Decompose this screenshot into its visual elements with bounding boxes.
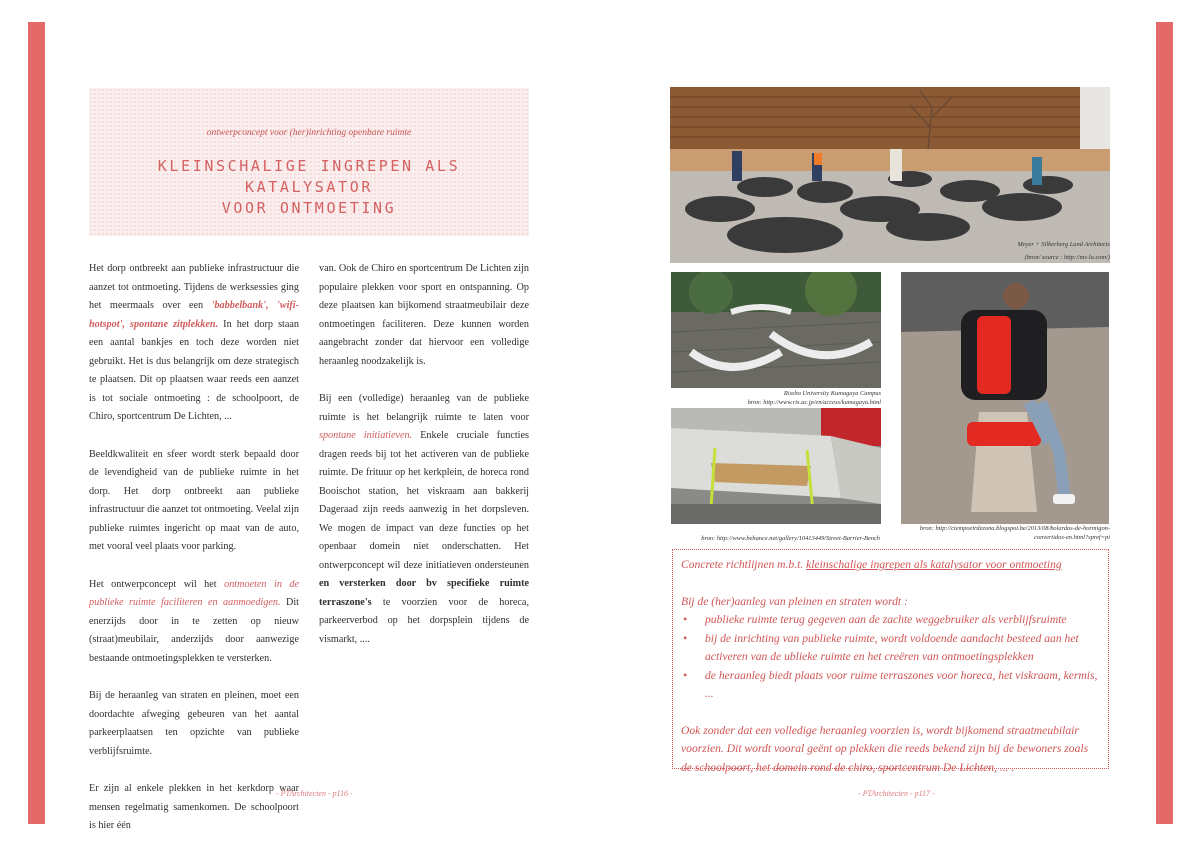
guidelines-outro: Ook zonder dat een volledige heraanleg voorzien is, wordt bijkomend straatmeubilair voorzien. Dit wordt vooral geënt op plekken die reeds bekend zijn bij de bewoners zoals de schoolpoort, het domein rond de chiro, sportcentrum De Lichten, ... . xyxy=(681,723,1089,774)
guidelines-title xyxy=(681,556,1098,575)
guidelines-title-prefix: Concrete richtlijnen m.b.t. xyxy=(681,558,807,571)
plaza-seating-photo xyxy=(670,87,1110,263)
caption-line: bron: http://www.ris.ac.jp/en/access/kumagaya.html xyxy=(747,399,881,406)
list-item: • publieke ruimte terug gegeven aan de zachte weggebruiker als verblijfsruimte xyxy=(681,611,1098,630)
right-accent-bar xyxy=(1156,22,1173,824)
highlight-text: 'babbelbank', 'wifi-hotspot', spontane zitplekken. xyxy=(89,300,300,330)
campus-bench-photo xyxy=(671,272,881,388)
title-kicker: ontwerpconcept voor (her)inrichting openbare ruimte xyxy=(206,128,412,138)
paragraph-text: In het dorp staan een aantal bankjes en toch deze worden niet gebruikt. Het is dus belangrijk om deze strategisch te plaatsen. Dit op plaatsen waar reeds een aanzet is tot sociale ontmoeting : de schoolpoort, de Chiro, sportcentrum De Lichten, ... xyxy=(89,318,300,422)
page-title xyxy=(89,156,529,219)
highlight-text: ontmoeten in de publieke ruimte faciliteren en aanmoedigen. xyxy=(89,578,299,608)
photo-caption-3: bron: http://www.behance.net/gallery/10413449/Street-Barrier-Bench xyxy=(701,535,880,542)
guidelines-box xyxy=(672,549,1109,774)
photo-caption-2 xyxy=(700,389,881,407)
photo-caption-4 xyxy=(870,524,1110,542)
paragraph xyxy=(89,576,299,669)
caption-line: convertidos-en.html?spref=pi xyxy=(1034,534,1110,541)
caption-line: Meyer + Silberberg Land Architects xyxy=(1017,241,1110,248)
barrier-bench-photo xyxy=(671,408,881,524)
paragraph: Er zijn al enkele plekken in het kerkdorp waar mensen regelmatig samenkomen. De schoolpoort is hier één xyxy=(89,783,299,831)
guidelines-list xyxy=(681,611,1098,704)
caption-line: bron: http://ciempoeirdezona.blogspot.be/2013/08/bolardos-de-hormigon- xyxy=(919,525,1110,532)
bollard-chair-illustration xyxy=(901,272,1109,524)
paragraph: Beeldkwaliteit en sfeer wordt sterk bepaald door de levendigheid van de publieke ruimte in het dorp. Het dorp ontbreekt aan publieke infrastructuur die aanzet tot ontmoeting. Veelal zijn publieke ruimtes ingericht op maat van de auto, met vooral veel plaats voor parking. xyxy=(89,448,299,552)
text-column-2 xyxy=(319,260,529,668)
list-item: • bij de inrichting van publieke ruimte, wordt voldoende aandacht besteed aan het activeren van de ublieke ruimte en het creëren van ontmoetingsplekken xyxy=(681,630,1098,667)
page-number-left: - PTArchitecten - p116 - xyxy=(276,789,353,798)
caption-line: Rissho University Kumagaya Campus xyxy=(783,390,881,397)
bold-text: en versterken door bv specifieke ruimte terraszone's xyxy=(319,578,529,608)
left-accent-bar xyxy=(28,22,45,824)
paragraph-text: Enkele cruciale functies dragen reeds bij tot het activeren van de publieke ruimte. De frituur op het kerkplein, de horeca rond Booischot station, het viskraam aan bakkerij Dageraad zijn reeds aanwezig in het dorpsleven. We mogen de impact van deze functies op het openbaar domein niet onderschatten. Het ontwerpconcept wil deze initiatieven ondersteunen xyxy=(319,430,529,571)
caption-line: (bron/ source : http://ms-la.com/) xyxy=(1024,254,1110,261)
guidelines-intro: Bij de (her)aanleg van pleinen en straten wordt : xyxy=(681,594,908,608)
text-column-1 xyxy=(89,260,299,855)
paragraph-text: Bij een (volledige) heraanleg van de publieke ruimte is het belangrijk ruimte te laten voor xyxy=(319,393,529,423)
list-item: • de heraanleg biedt plaats voor ruime terraszones voor horeca, het viskraam, kermis, ... xyxy=(681,667,1098,704)
page-title-line-2: VOOR ONTMOETING xyxy=(221,199,397,217)
paragraph-text: Het dorp ontbreekt aan publieke infrastructuur die aanzet tot ontmoeting. Tijdens de werksessies ging het meermaals over een xyxy=(89,263,299,311)
plaza-seating-illustration xyxy=(670,87,1110,263)
photo-caption-1 xyxy=(1000,240,1110,262)
highlight-text: spontane initiatieven. xyxy=(319,430,413,441)
paragraph-text: te voorzien voor de horeca, parkeerverbod op het dorpsplein tijdens de vismarkt, .... xyxy=(319,596,529,645)
paragraph xyxy=(319,390,529,649)
paragraph xyxy=(89,260,299,427)
title-block xyxy=(89,88,529,236)
paragraph: van. Ook de Chiro en sportcentrum De Lichten zijn populaire plekken voor sport en ontspanning. Op deze plaatsen kan bijkomend straatmeubilair deze ontmoetingen faciliteren. Deze kunnen worden aangebracht zonder dat hiervoor een volledige heraanleg noodzakelijk is. xyxy=(319,263,529,367)
page-title-line-1: KLEINSCHALIGE INGREPEN ALS KATALYSATOR xyxy=(157,157,461,196)
paragraph: Bij de heraanleg van straten en pleinen, moet een doordachte afweging gebeuren van het aantal parkeerplaatsen ten opzichte van publieke verblijfsruimte. xyxy=(89,690,299,757)
guidelines-title-topic: kleinschalige ingrepen als katalysator voor ontmoeting xyxy=(806,558,1062,571)
barrier-bench-illustration xyxy=(671,408,881,524)
spacer xyxy=(681,575,1098,593)
page-number-right: - PTArchitecten - p117 - xyxy=(858,789,935,798)
spacer xyxy=(681,704,1098,722)
paragraph-text: Het ontwerpconcept wil het xyxy=(89,578,225,590)
bollard-chair-photo xyxy=(901,272,1109,524)
paragraph-text: Dit enerzijds door in te zetten op nieuw (straat)meubilair, anderzijds door aanwezige bestaande ontmoetingsplekken te versterken. xyxy=(89,597,299,664)
campus-bench-illustration xyxy=(671,272,881,388)
